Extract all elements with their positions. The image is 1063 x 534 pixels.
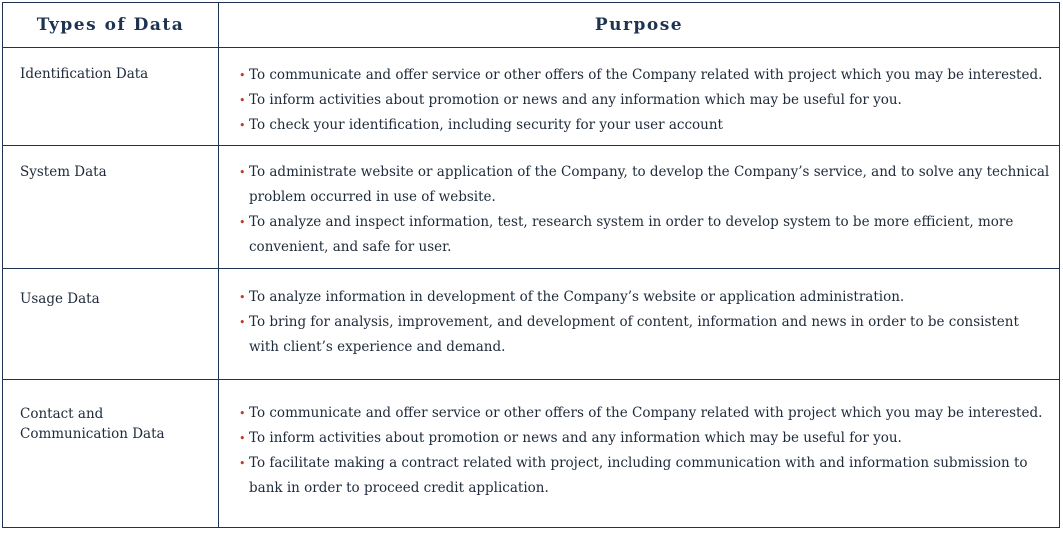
purpose-list	[239, 160, 1051, 260]
table-row-contact-communication-data	[3, 380, 1060, 528]
purpose-item	[239, 285, 1051, 310]
bullet-icon: •	[239, 316, 246, 329]
bullet-icon: •	[239, 94, 246, 107]
purpose-cell	[219, 380, 1060, 528]
purpose-text: To bring for analysis, improvement, and development of content, information and news in order to be consistent with client’s experience and demand.	[249, 314, 1019, 355]
purpose-item	[239, 426, 1051, 451]
purpose-item	[239, 88, 1051, 113]
bullet-icon: •	[239, 216, 246, 229]
type-cell: System Data	[3, 146, 219, 269]
purpose-text: To inform activities about promotion or news and any information which may be useful for you.	[249, 92, 902, 108]
bullet-icon: •	[239, 119, 246, 132]
purpose-text: To inform activities about promotion or news and any information which may be useful for you.	[249, 430, 902, 446]
purpose-text: To analyze and inspect information, test, research system in order to develop system to be more efficient, more convenient, and safe for user.	[249, 214, 1014, 255]
purpose-cell	[219, 269, 1060, 380]
bullet-icon: •	[239, 432, 246, 445]
bullet-icon: •	[239, 407, 246, 420]
purpose-text: To analyze information in development of the Company’s website or application administration.	[249, 289, 905, 305]
purpose-list	[239, 401, 1051, 501]
purpose-text: To communicate and offer service or other offers of the Company related with project which you may be interested.	[249, 67, 1043, 83]
purpose-cell	[219, 146, 1060, 269]
purpose-item	[239, 160, 1051, 210]
table-row-usage-data	[3, 269, 1060, 380]
purpose-list	[239, 285, 1051, 360]
purpose-text: To communicate and offer service or other offers of the Company related with project which you may be interested.	[249, 405, 1043, 421]
purpose-cell	[219, 48, 1060, 146]
purpose-item	[239, 401, 1051, 426]
purpose-text: To administrate website or application of the Company, to develop the Company’s service, and to solve any technical problem occurred in use of website.	[249, 164, 1050, 205]
purpose-item	[239, 310, 1051, 360]
table-row-system-data	[3, 146, 1060, 269]
bullet-icon: •	[239, 69, 246, 82]
type-cell: Contact and Communication Data	[3, 380, 219, 528]
header-types-of-data: Types of Data	[3, 3, 219, 48]
type-cell: Identification Data	[3, 48, 219, 146]
table-row-identification-data	[3, 48, 1060, 146]
purpose-item	[239, 210, 1051, 260]
data-purpose-table	[2, 2, 1060, 528]
purpose-item	[239, 63, 1051, 88]
table-header-row	[3, 3, 1060, 48]
bullet-icon: •	[239, 457, 246, 470]
purpose-text: To facilitate making a contract related with project, including communication with and information submission to bank in order to proceed credit application.	[249, 455, 1028, 496]
purpose-list	[239, 63, 1051, 138]
bullet-icon: •	[239, 166, 246, 179]
type-cell: Usage Data	[3, 269, 219, 380]
purpose-item	[239, 451, 1051, 501]
purpose-text: To check your identification, including security for your user account	[249, 117, 723, 133]
purpose-item	[239, 113, 1051, 138]
bullet-icon: •	[239, 291, 246, 304]
header-purpose: Purpose	[219, 3, 1060, 48]
